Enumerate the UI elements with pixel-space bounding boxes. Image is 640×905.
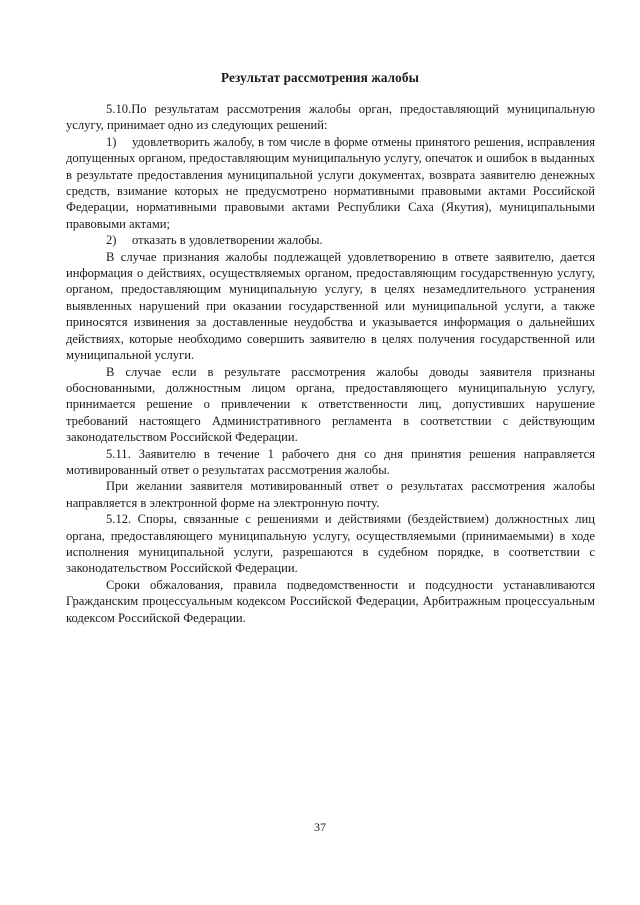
list-item-number: 2) bbox=[106, 233, 117, 248]
list-item-2 bbox=[66, 232, 595, 248]
paragraph-grounded-arguments: В случае если в результате рассмотрения жалобы доводы заявителя признаны обоснованными, должностным лицом органа, предоставляющего муниципальную услугу, принимается решение о привлечении к ответственности лиц, допустивших нарушение требований настоящего Административного регламента в соответствии с действующим законодательством Российской Федерации. bbox=[66, 364, 595, 445]
paragraph-email-response: При желании заявителя мотивированный ответ о результатах рассмотрения жалобы направляется в электронной форме на электронную почту. bbox=[66, 479, 595, 510]
paragraph-5-12: 5.12. Споры, связанные с решениями и действиями (бездействием) должностных лиц органа, предоставляющего муниципальную услугу, осуществляемыми (принимаемыми) в ходе исполнения муниципальной услуги, разрешаются в судебном порядке, в соответствии с законодательством Российской Федерации. bbox=[66, 512, 595, 576]
paragraph-5-11: 5.11. Заявителю в течение 1 рабочего дня со дня принятия решения направляется мотивированный ответ о результатах рассмотрения жалобы. bbox=[66, 446, 595, 477]
paragraph-satisfied-complaint: В случае признания жалобы подлежащей удовлетворению в ответе заявителю, дается информация о действиях, осуществляемых органом, предоставляющим государственную услугу, органом, предоставляющим муниципальную услугу, в целях незамедлительного устранения выявленных нарушений при оказании государственной или муниципальной услуги, а также приносятся извинения за доставленные неудобства и указывается информация о дальнейших действиях, которые необходимо совершить заявителю в целях получения государственной или муниципальной услуги. bbox=[66, 249, 595, 363]
list-item-number: 1) bbox=[106, 134, 117, 149]
paragraph-appeal-terms: Сроки обжалования, правила подведомственности и подсудности устанавливаются Гражданским процессуальным кодексом Российской Федерации, Арбитражным процессуальным кодексом Российской Федерации. bbox=[66, 577, 595, 625]
list-item-1 bbox=[66, 134, 595, 232]
page-number: 37 bbox=[314, 820, 326, 834]
document-body bbox=[66, 101, 595, 626]
section-heading: Результат рассмотрения жалобы bbox=[221, 70, 419, 85]
paragraph-5-10: 5.10.По результатам рассмотрения жалобы орган, предоставляющий муниципальную услугу, принимает одно из следующих решений: bbox=[66, 102, 595, 133]
list-item-text: отказать в удовлетворении жалобы. bbox=[132, 233, 323, 248]
list-item-text: удовлетворить жалобу, в том числе в форме отмены принятого решения, исправления допущенных органом, предоставляющим муниципальную услугу, опечаток и ошибок в выданных в результате предоставления муниципальной услуги документах, возврата заявителю денежных средств, взимание которых не предусмотрено нормативными правовыми актами Российской Федерации, нормативными правовыми актами Республики Саха (Якутия), муниципальными правовыми актами; bbox=[66, 134, 595, 231]
